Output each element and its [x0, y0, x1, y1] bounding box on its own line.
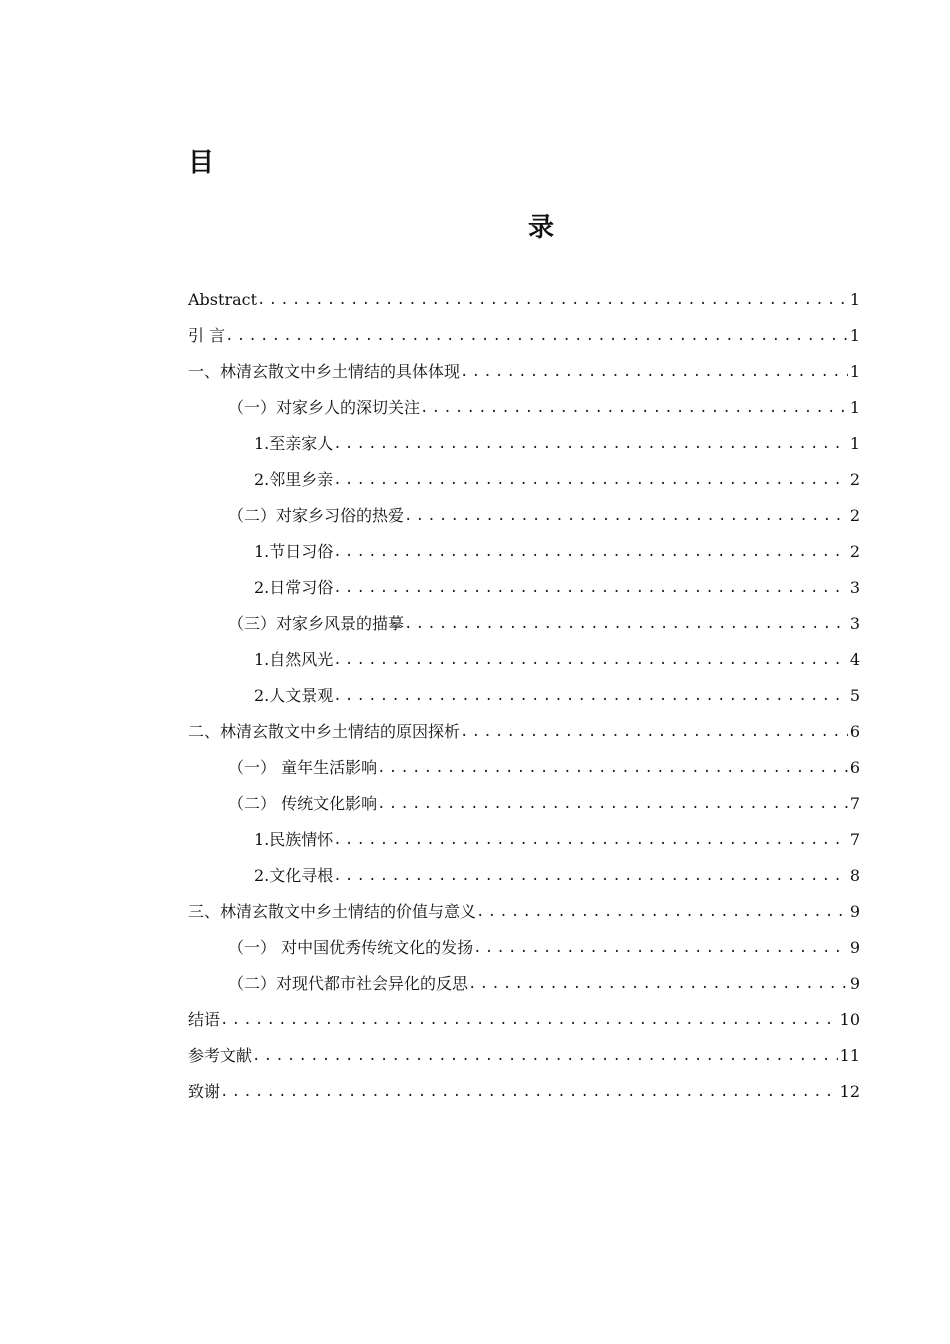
toc-dot-leader [220, 1002, 838, 1038]
toc-entry-page: 12 [839, 1082, 860, 1101]
toc-entry[interactable] [188, 534, 860, 570]
toc-entry-page: 3 [849, 578, 860, 597]
toc-dot-leader [333, 858, 848, 894]
toc-entry-label: 1.节日习俗 [254, 542, 334, 561]
toc-entry[interactable] [188, 894, 860, 930]
toc-entry-label: 1.民族情怀 [254, 830, 334, 849]
toc-entry[interactable] [188, 390, 860, 426]
toc-entry-page: 2 [849, 470, 860, 489]
toc-title-char-2: 录 [528, 213, 555, 243]
table-of-contents [188, 282, 860, 1110]
toc-dot-leader [377, 750, 848, 786]
toc-dot-leader [377, 786, 848, 822]
toc-entry-label: 引 言 [188, 326, 226, 345]
toc-dot-leader [476, 894, 848, 930]
toc-entry[interactable] [188, 678, 860, 714]
toc-entry-page: 1 [849, 398, 860, 417]
toc-entry[interactable] [188, 318, 860, 354]
toc-dot-leader [460, 714, 848, 750]
toc-dot-leader [333, 678, 848, 714]
toc-entry-label: 1.至亲家人 [254, 434, 334, 453]
toc-entry-page: 9 [849, 938, 860, 957]
toc-entry-label: （二） 传统文化影响 [228, 794, 378, 813]
toc-entry-label: 结语 [188, 1010, 221, 1029]
toc-entry-page: 2 [849, 506, 860, 525]
toc-entry-label: （一） 童年生活影响 [228, 758, 378, 777]
toc-entry-label: 参考文献 [188, 1046, 253, 1065]
toc-entry[interactable] [188, 282, 860, 318]
toc-entry-page: 1 [849, 362, 860, 381]
toc-entry-page: 6 [849, 722, 860, 741]
toc-entry-page: 2 [849, 542, 860, 561]
toc-entry-label: 三、林清玄散文中乡土情结的价值与意义 [188, 902, 477, 921]
toc-entry-page: 5 [849, 686, 860, 705]
toc-entry[interactable] [188, 570, 860, 606]
toc-entry-page: 11 [839, 1046, 860, 1065]
toc-dot-leader [225, 318, 848, 354]
toc-entry[interactable] [188, 786, 860, 822]
toc-entry[interactable] [188, 354, 860, 390]
toc-dot-leader [252, 1038, 838, 1074]
toc-entry-page: 9 [849, 974, 860, 993]
toc-entry-label: （三）对家乡风景的描摹 [228, 614, 405, 633]
toc-dot-leader [333, 570, 848, 606]
toc-dot-leader [468, 966, 848, 1002]
toc-entry[interactable] [188, 498, 860, 534]
toc-entry[interactable] [188, 822, 860, 858]
toc-entry-label: 致谢 [188, 1082, 221, 1101]
toc-entry-page: 7 [849, 830, 860, 849]
toc-entry-label: Abstract [188, 290, 258, 309]
toc-entry[interactable] [188, 1038, 860, 1074]
toc-entry[interactable] [188, 858, 860, 894]
toc-entry[interactable] [188, 426, 860, 462]
toc-entry-label: 1.自然风光 [254, 650, 334, 669]
toc-dot-leader [257, 282, 848, 318]
toc-entry-label: 一、林清玄散文中乡土情结的具体体现 [188, 362, 461, 381]
toc-entry-page: 8 [849, 866, 860, 885]
toc-entry-page: 10 [839, 1010, 860, 1029]
toc-entry-label: 2.日常习俗 [254, 578, 334, 597]
toc-entry-page: 6 [849, 758, 860, 777]
toc-entry-page: 9 [849, 902, 860, 921]
toc-entry-label: 2.人文景观 [254, 686, 334, 705]
toc-entry[interactable] [188, 966, 860, 1002]
toc-title-char-1: 目 [188, 148, 215, 178]
toc-dot-leader [404, 498, 848, 534]
toc-dot-leader [333, 642, 848, 678]
toc-entry-page: 1 [849, 434, 860, 453]
toc-entry-page: 4 [849, 650, 860, 669]
toc-dot-leader [333, 822, 848, 858]
toc-dot-leader [473, 930, 848, 966]
toc-entry[interactable] [188, 1002, 860, 1038]
toc-dot-leader [420, 390, 848, 426]
toc-entry[interactable] [188, 642, 860, 678]
toc-entry-label: 2.邻里乡亲 [254, 470, 334, 489]
toc-entry[interactable] [188, 714, 860, 750]
toc-entry[interactable] [188, 1074, 860, 1110]
toc-entry[interactable] [188, 750, 860, 786]
toc-entry[interactable] [188, 606, 860, 642]
toc-dot-leader [220, 1074, 838, 1110]
toc-entry-label: （二）对家乡习俗的热爱 [228, 506, 405, 525]
toc-dot-leader [333, 426, 848, 462]
toc-dot-leader [460, 354, 848, 390]
toc-dot-leader [404, 606, 848, 642]
toc-entry[interactable] [188, 462, 860, 498]
toc-entry-label: （二）对现代都市社会异化的反思 [228, 974, 469, 993]
toc-entry-page: 1 [849, 326, 860, 345]
toc-dot-leader [333, 534, 848, 570]
toc-entry-label: 二、林清玄散文中乡土情结的原因探析 [188, 722, 461, 741]
toc-entry-page: 7 [849, 794, 860, 813]
toc-entry-label: （一）对家乡人的深切关注 [228, 398, 421, 417]
toc-entry-page: 1 [849, 290, 860, 309]
toc-dot-leader [333, 462, 848, 498]
toc-entry-label: （一） 对中国优秀传统文化的发扬 [228, 938, 474, 957]
toc-entry-page: 3 [849, 614, 860, 633]
toc-entry-label: 2.文化寻根 [254, 866, 334, 885]
toc-entry[interactable] [188, 930, 860, 966]
